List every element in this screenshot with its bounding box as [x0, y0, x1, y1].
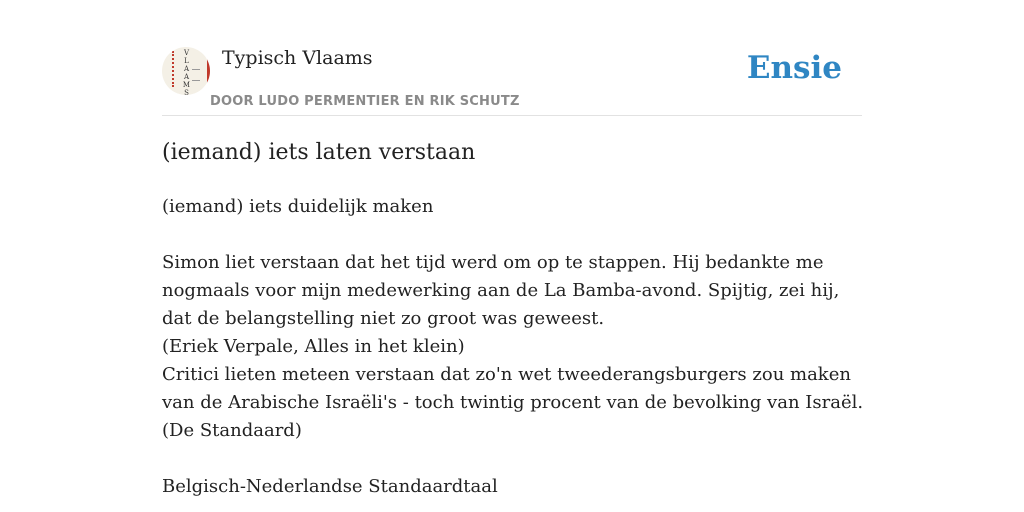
- entry-body: [162, 193, 864, 501]
- entry-definition: (iemand) iets duidelijk maken: [162, 196, 434, 217]
- example-quote-1: Simon liet verstaan dat het tijd werd om op te stappen. Hij bedankte me nogmaals voor mijn medewerking aan de La Bamba-avond. Spijtig, zei hij, dat de belangstelling niet zo groot was geweest.: [162, 252, 840, 329]
- example-source-1: (Eriek Verpale, Alles in het klein): [162, 336, 465, 357]
- authors-byline: DOOR LUDO PERMENTIER EN RIK SCHUTZ: [210, 94, 520, 109]
- logo-text-lines: [192, 69, 200, 81]
- book-title[interactable]: Typisch Vlaams: [222, 47, 373, 69]
- entry-category: Belgisch-Nederlandse Standaardtaal: [162, 476, 498, 497]
- entry-card: [162, 0, 862, 512]
- example-quote-2: Critici lieten meteen verstaan dat zo'n wet tweederangsburgers zou maken van de Arabische Israëli's - toch twintig procent van de bevolking van Israël.: [162, 364, 864, 413]
- spacer: [162, 445, 864, 473]
- book-cover-logo[interactable]: [162, 47, 210, 95]
- example-source-2: (De Standaard): [162, 420, 302, 441]
- spacer: [162, 221, 864, 249]
- logo-letters: V L A A M S: [182, 49, 192, 95]
- header: [162, 0, 862, 116]
- brand-logo[interactable]: Ensie: [746, 50, 842, 86]
- logo-red-bar: [207, 59, 210, 83]
- entry-title: (iemand) iets laten verstaan: [162, 140, 476, 165]
